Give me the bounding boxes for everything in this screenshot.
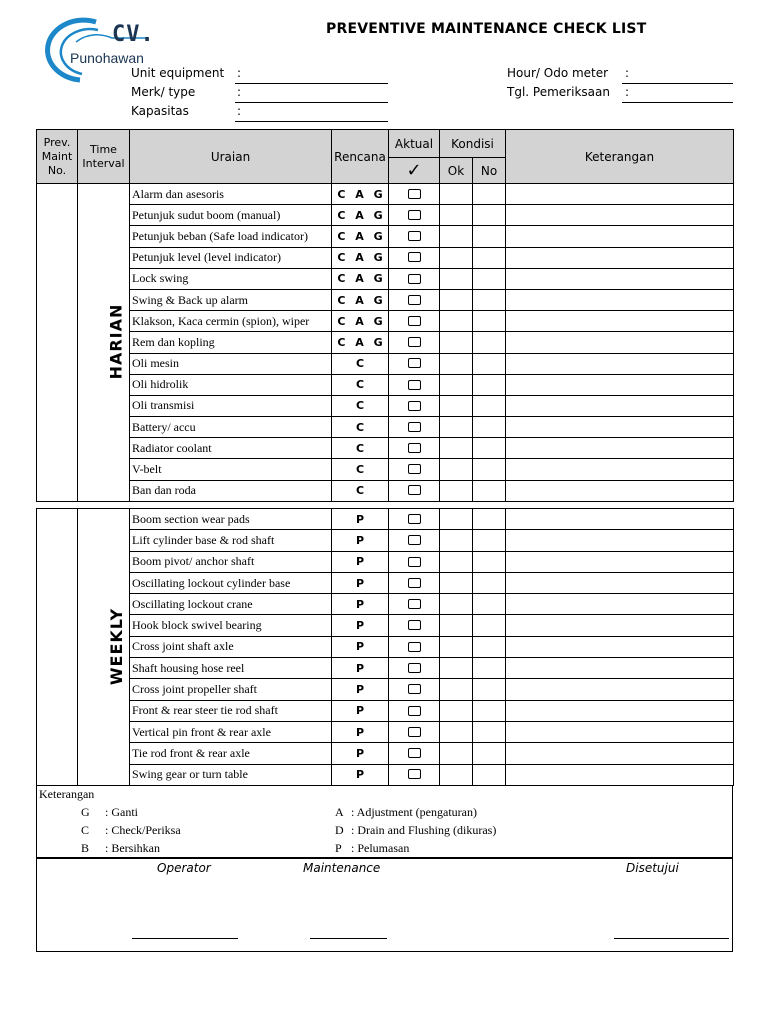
table-row bbox=[37, 205, 734, 226]
rencana-cell: P bbox=[332, 530, 389, 551]
aktual-checkbox[interactable] bbox=[408, 295, 421, 305]
time-interval-header: Time Interval bbox=[78, 130, 130, 184]
no-cell[interactable] bbox=[473, 332, 506, 353]
interval-cell bbox=[78, 184, 130, 502]
rencana-cell: C A G bbox=[332, 226, 389, 247]
keterangan-cell[interactable] bbox=[506, 353, 734, 374]
hour-odo-field[interactable] bbox=[622, 83, 733, 84]
aktual-cell bbox=[389, 205, 440, 226]
kapasitas-field[interactable] bbox=[235, 121, 388, 122]
ok-cell[interactable] bbox=[440, 551, 473, 572]
aktual-checkbox[interactable] bbox=[408, 769, 421, 779]
hour-odo-label: Hour/ Odo meter bbox=[507, 66, 609, 80]
aktual-checkbox[interactable] bbox=[408, 189, 421, 199]
aktual-cell bbox=[389, 679, 440, 700]
rencana-cell: C A G bbox=[332, 311, 389, 332]
ok-cell[interactable] bbox=[440, 311, 473, 332]
keterangan-cell[interactable] bbox=[506, 395, 734, 416]
aktual-checkbox[interactable] bbox=[408, 599, 421, 609]
legend-key-c: C bbox=[81, 823, 90, 837]
keterangan-cell[interactable] bbox=[506, 594, 734, 615]
unit-equipment-field[interactable] bbox=[235, 83, 388, 84]
rencana-cell: P bbox=[332, 700, 389, 721]
aktual-cell bbox=[389, 438, 440, 459]
table-row bbox=[37, 700, 734, 721]
uraian-cell: Oscillating lockout cylinder base bbox=[130, 572, 332, 593]
ok-cell[interactable] bbox=[440, 480, 473, 501]
ok-cell[interactable] bbox=[440, 615, 473, 636]
uraian-cell: Oli mesin bbox=[130, 353, 332, 374]
uraian-cell: Lock swing bbox=[130, 268, 332, 289]
table-row bbox=[37, 509, 734, 530]
aktual-checkbox[interactable] bbox=[408, 642, 421, 652]
aktual-checkbox[interactable] bbox=[408, 535, 421, 545]
no-cell[interactable] bbox=[473, 551, 506, 572]
legend bbox=[36, 785, 733, 858]
rencana-cell: P bbox=[332, 615, 389, 636]
uraian-cell: Boom pivot/ anchor shaft bbox=[130, 551, 332, 572]
aktual-checkbox[interactable] bbox=[408, 380, 421, 390]
no-cell[interactable] bbox=[473, 636, 506, 657]
aktual-checkbox[interactable] bbox=[408, 337, 421, 347]
unit-equipment-colon: : bbox=[237, 66, 242, 80]
aktual-cell bbox=[389, 268, 440, 289]
maintenance-label: Maintenance bbox=[303, 861, 381, 875]
no-cell[interactable] bbox=[473, 417, 506, 438]
keterangan-cell[interactable] bbox=[506, 658, 734, 679]
rencana-cell: C bbox=[332, 459, 389, 480]
no-cell[interactable] bbox=[473, 459, 506, 480]
table-row bbox=[37, 480, 734, 501]
legend-desc-g: : Ganti bbox=[105, 805, 138, 819]
legend-key-d: D bbox=[335, 823, 344, 837]
rencana-cell: C bbox=[332, 353, 389, 374]
unit-equipment-label: Unit equipment bbox=[131, 66, 225, 80]
aktual-header: Aktual bbox=[389, 130, 440, 158]
aktual-cell bbox=[389, 332, 440, 353]
ok-cell[interactable] bbox=[440, 636, 473, 657]
uraian-cell: Klakson, Kaca cermin (spion), wiper bbox=[130, 311, 332, 332]
aktual-checkbox[interactable] bbox=[408, 485, 421, 495]
ok-cell[interactable] bbox=[440, 509, 473, 530]
no-header: No bbox=[473, 158, 506, 184]
weekly-section bbox=[36, 508, 734, 786]
ok-cell[interactable] bbox=[440, 374, 473, 395]
aktual-checkbox[interactable] bbox=[408, 557, 421, 567]
aktual-cell bbox=[389, 594, 440, 615]
logo-company-name: Punohawan bbox=[70, 50, 144, 66]
aktual-checkbox[interactable] bbox=[408, 422, 421, 432]
keterangan-cell[interactable] bbox=[506, 636, 734, 657]
rencana-cell: C bbox=[332, 374, 389, 395]
table-row bbox=[37, 226, 734, 247]
aktual-cell bbox=[389, 551, 440, 572]
uraian-header: Uraian bbox=[130, 130, 332, 184]
uraian-cell: Cross joint shaft axle bbox=[130, 636, 332, 657]
no-cell[interactable] bbox=[473, 721, 506, 742]
legend-key-a: A bbox=[335, 805, 344, 819]
rencana-cell: P bbox=[332, 551, 389, 572]
aktual-checkbox[interactable] bbox=[408, 210, 421, 220]
aktual-cell bbox=[389, 374, 440, 395]
operator-label: Operator bbox=[157, 861, 211, 875]
kapasitas-colon: : bbox=[237, 104, 242, 118]
disetujui-signature-line[interactable] bbox=[614, 938, 729, 939]
no-cell[interactable] bbox=[473, 205, 506, 226]
table-row bbox=[37, 289, 734, 310]
merk-type-label: Merk/ type bbox=[131, 85, 196, 99]
legend-desc-b: : Bersihkan bbox=[105, 841, 160, 855]
ok-cell[interactable] bbox=[440, 395, 473, 416]
aktual-checkbox[interactable] bbox=[408, 663, 421, 673]
keterangan-cell[interactable] bbox=[506, 459, 734, 480]
aktual-cell bbox=[389, 700, 440, 721]
ok-cell[interactable] bbox=[440, 417, 473, 438]
legend-key-p: P bbox=[335, 841, 342, 855]
keterangan-cell[interactable] bbox=[506, 721, 734, 742]
no-cell[interactable] bbox=[473, 658, 506, 679]
legend-desc-d: : Drain and Flushing (dikuras) bbox=[351, 823, 497, 837]
rencana-cell: C bbox=[332, 417, 389, 438]
no-cell[interactable] bbox=[473, 700, 506, 721]
uraian-cell: Boom section wear pads bbox=[130, 509, 332, 530]
checklist-header bbox=[36, 129, 734, 184]
table-row bbox=[37, 374, 734, 395]
aktual-cell bbox=[389, 417, 440, 438]
no-cell[interactable] bbox=[473, 743, 506, 764]
uraian-cell: Petunjuk beban (Safe load indicator) bbox=[130, 226, 332, 247]
uraian-cell: Front & rear steer tie rod shaft bbox=[130, 700, 332, 721]
aktual-cell bbox=[389, 743, 440, 764]
ok-cell[interactable] bbox=[440, 353, 473, 374]
rencana-cell: C A G bbox=[332, 205, 389, 226]
keterangan-cell[interactable] bbox=[506, 764, 734, 785]
rencana-cell: C A G bbox=[332, 247, 389, 268]
table-row bbox=[37, 395, 734, 416]
keterangan-cell[interactable] bbox=[506, 268, 734, 289]
no-cell[interactable] bbox=[473, 615, 506, 636]
rencana-cell: P bbox=[332, 658, 389, 679]
uraian-cell: Battery/ accu bbox=[130, 417, 332, 438]
uraian-cell: Swing & Back up alarm bbox=[130, 289, 332, 310]
keterangan-cell[interactable] bbox=[506, 438, 734, 459]
aktual-checkbox[interactable] bbox=[408, 684, 421, 694]
ok-cell[interactable] bbox=[440, 572, 473, 593]
keterangan-cell[interactable] bbox=[506, 480, 734, 501]
uraian-cell: Ban dan roda bbox=[130, 480, 332, 501]
legend-key-g: G bbox=[81, 805, 90, 819]
no-cell[interactable] bbox=[473, 395, 506, 416]
rencana-cell: P bbox=[332, 764, 389, 785]
keterangan-cell[interactable] bbox=[506, 615, 734, 636]
hour-odo-colon: : bbox=[625, 66, 630, 80]
tgl-pemeriksaan-label: Tgl. Pemeriksaan bbox=[507, 85, 610, 99]
keterangan-cell[interactable] bbox=[506, 289, 734, 310]
uraian-cell: Oli hidrolik bbox=[130, 374, 332, 395]
uraian-cell: Alarm dan asesoris bbox=[130, 184, 332, 205]
table-row bbox=[37, 459, 734, 480]
aktual-cell bbox=[389, 764, 440, 785]
table-row bbox=[37, 743, 734, 764]
no-cell[interactable] bbox=[473, 679, 506, 700]
table-row bbox=[37, 438, 734, 459]
uraian-cell: Rem dan kopling bbox=[130, 332, 332, 353]
keterangan-cell[interactable] bbox=[506, 205, 734, 226]
rencana-cell: C A G bbox=[332, 184, 389, 205]
ok-cell[interactable] bbox=[440, 332, 473, 353]
aktual-checkbox[interactable] bbox=[408, 578, 421, 588]
page-title: PREVENTIVE MAINTENANCE CHECK LIST bbox=[326, 21, 647, 37]
aktual-checkbox[interactable] bbox=[408, 358, 421, 368]
rencana-cell: P bbox=[332, 572, 389, 593]
aktual-checkbox[interactable] bbox=[408, 514, 421, 524]
uraian-cell: Petunjuk level (level indicator) bbox=[130, 247, 332, 268]
aktual-checkbox[interactable] bbox=[408, 706, 421, 716]
rencana-cell: P bbox=[332, 679, 389, 700]
table-row bbox=[37, 311, 734, 332]
no-cell[interactable] bbox=[473, 184, 506, 205]
no-cell[interactable] bbox=[473, 353, 506, 374]
ok-cell[interactable] bbox=[440, 205, 473, 226]
aktual-cell bbox=[389, 509, 440, 530]
aktual-cell bbox=[389, 289, 440, 310]
ok-cell[interactable] bbox=[440, 289, 473, 310]
aktual-cell bbox=[389, 311, 440, 332]
no-cell[interactable] bbox=[473, 530, 506, 551]
table-row bbox=[37, 247, 734, 268]
no-cell[interactable] bbox=[473, 509, 506, 530]
aktual-checkbox[interactable] bbox=[408, 727, 421, 737]
ok-cell[interactable] bbox=[440, 184, 473, 205]
ok-cell[interactable] bbox=[440, 226, 473, 247]
uraian-cell: Radiator coolant bbox=[130, 438, 332, 459]
table-row bbox=[37, 594, 734, 615]
no-cell[interactable] bbox=[473, 226, 506, 247]
rencana-cell: P bbox=[332, 743, 389, 764]
rencana-cell: C A G bbox=[332, 289, 389, 310]
uraian-cell: Oli transmisi bbox=[130, 395, 332, 416]
table-row bbox=[37, 721, 734, 742]
table-row bbox=[37, 636, 734, 657]
uraian-cell: Petunjuk sudut boom (manual) bbox=[130, 205, 332, 226]
table-row bbox=[37, 658, 734, 679]
aktual-checkbox[interactable] bbox=[408, 443, 421, 453]
aktual-cell bbox=[389, 459, 440, 480]
uraian-cell: Shaft housing hose reel bbox=[130, 658, 332, 679]
aktual-cell bbox=[389, 395, 440, 416]
table-row bbox=[37, 572, 734, 593]
tgl-pemeriksaan-field[interactable] bbox=[622, 102, 733, 103]
table-row bbox=[37, 530, 734, 551]
uraian-cell: Tie rod front & rear axle bbox=[130, 743, 332, 764]
merk-type-field[interactable] bbox=[235, 102, 388, 103]
table-row bbox=[37, 184, 734, 205]
uraian-cell: Cross joint propeller shaft bbox=[130, 679, 332, 700]
keterangan-cell[interactable] bbox=[506, 700, 734, 721]
no-cell[interactable] bbox=[473, 764, 506, 785]
aktual-cell bbox=[389, 184, 440, 205]
kondisi-header: Kondisi bbox=[440, 130, 506, 158]
prev-maint-cell[interactable] bbox=[37, 184, 78, 502]
aktual-cell bbox=[389, 247, 440, 268]
uraian-cell: Vertical pin front & rear axle bbox=[130, 721, 332, 742]
keterangan-cell[interactable] bbox=[506, 184, 734, 205]
keterangan-cell[interactable] bbox=[506, 679, 734, 700]
legend-desc-c: : Check/Periksa bbox=[105, 823, 181, 837]
no-cell[interactable] bbox=[473, 480, 506, 501]
aktual-cell bbox=[389, 226, 440, 247]
no-cell[interactable] bbox=[473, 289, 506, 310]
no-cell[interactable] bbox=[473, 594, 506, 615]
signature-block bbox=[36, 858, 733, 952]
interval-cell bbox=[78, 509, 130, 786]
aktual-checkbox[interactable] bbox=[408, 231, 421, 241]
keterangan-cell[interactable] bbox=[506, 311, 734, 332]
no-cell[interactable] bbox=[473, 311, 506, 332]
aktual-cell bbox=[389, 636, 440, 657]
uraian-cell: Oscillating lockout crane bbox=[130, 594, 332, 615]
table-row bbox=[37, 353, 734, 374]
aktual-checkbox[interactable] bbox=[408, 464, 421, 474]
rencana-cell: P bbox=[332, 509, 389, 530]
interval-label: WEEKLY bbox=[107, 607, 127, 686]
table-row bbox=[37, 417, 734, 438]
ok-cell[interactable] bbox=[440, 438, 473, 459]
table-row bbox=[37, 551, 734, 572]
aktual-cell bbox=[389, 480, 440, 501]
logo-cv-text: CV. bbox=[112, 22, 155, 47]
keterangan-header: Keterangan bbox=[506, 130, 734, 184]
disetujui-label: Disetujui bbox=[626, 861, 679, 875]
interval-label: HARIAN bbox=[106, 303, 126, 380]
keterangan-cell[interactable] bbox=[506, 572, 734, 593]
table-row bbox=[37, 268, 734, 289]
keterangan-cell[interactable] bbox=[506, 551, 734, 572]
ok-cell[interactable] bbox=[440, 268, 473, 289]
legend-desc-a: : Adjustment (pengaturan) bbox=[351, 805, 477, 819]
maintenance-signature-line[interactable] bbox=[310, 938, 387, 939]
ok-cell[interactable] bbox=[440, 679, 473, 700]
aktual-checkbox[interactable] bbox=[408, 620, 421, 630]
rencana-cell: C A G bbox=[332, 332, 389, 353]
prev-maint-cell[interactable] bbox=[37, 509, 78, 786]
keterangan-cell[interactable] bbox=[506, 332, 734, 353]
keterangan-cell[interactable] bbox=[506, 226, 734, 247]
harian-section bbox=[36, 183, 734, 502]
rencana-cell: C bbox=[332, 480, 389, 501]
legend-key-b: B bbox=[81, 841, 90, 855]
operator-signature-line[interactable] bbox=[132, 938, 238, 939]
aktual-cell bbox=[389, 530, 440, 551]
uraian-cell: V-belt bbox=[130, 459, 332, 480]
legend-desc-p: : Pelumasan bbox=[351, 841, 410, 855]
ok-cell[interactable] bbox=[440, 764, 473, 785]
no-cell[interactable] bbox=[473, 247, 506, 268]
ok-cell[interactable] bbox=[440, 594, 473, 615]
rencana-cell: C A G bbox=[332, 268, 389, 289]
no-cell[interactable] bbox=[473, 438, 506, 459]
ok-cell[interactable] bbox=[440, 459, 473, 480]
ok-cell[interactable] bbox=[440, 247, 473, 268]
rencana-cell: C bbox=[332, 395, 389, 416]
aktual-checkbox[interactable] bbox=[408, 401, 421, 411]
no-cell[interactable] bbox=[473, 268, 506, 289]
keterangan-cell[interactable] bbox=[506, 509, 734, 530]
no-cell[interactable] bbox=[473, 572, 506, 593]
keterangan-cell[interactable] bbox=[506, 743, 734, 764]
aktual-cell bbox=[389, 721, 440, 742]
aktual-checkbox[interactable] bbox=[408, 252, 421, 262]
keterangan-cell[interactable] bbox=[506, 530, 734, 551]
ok-header: Ok bbox=[440, 158, 473, 184]
table-row bbox=[37, 764, 734, 785]
aktual-cell bbox=[389, 353, 440, 374]
table-row bbox=[37, 332, 734, 353]
ok-cell[interactable] bbox=[440, 530, 473, 551]
aktual-cell bbox=[389, 572, 440, 593]
uraian-cell: Hook block swivel bearing bbox=[130, 615, 332, 636]
aktual-checkbox[interactable] bbox=[408, 274, 421, 284]
ok-cell[interactable] bbox=[440, 721, 473, 742]
legend-title: Keterangan bbox=[39, 787, 95, 801]
rencana-header: Rencana bbox=[332, 130, 389, 184]
rencana-cell: P bbox=[332, 594, 389, 615]
aktual-cell bbox=[389, 615, 440, 636]
rencana-cell: C bbox=[332, 438, 389, 459]
keterangan-cell[interactable] bbox=[506, 247, 734, 268]
ok-cell[interactable] bbox=[440, 658, 473, 679]
aktual-cell bbox=[389, 658, 440, 679]
table-row bbox=[37, 615, 734, 636]
uraian-cell: Lift cylinder base & rod shaft bbox=[130, 530, 332, 551]
keterangan-cell[interactable] bbox=[506, 417, 734, 438]
rencana-cell: P bbox=[332, 636, 389, 657]
tgl-pemeriksaan-colon: : bbox=[625, 85, 630, 99]
table-row bbox=[37, 679, 734, 700]
uraian-cell: Swing gear or turn table bbox=[130, 764, 332, 785]
keterangan-cell[interactable] bbox=[506, 374, 734, 395]
aktual-checkbox[interactable] bbox=[408, 316, 421, 326]
ok-cell[interactable] bbox=[440, 743, 473, 764]
kapasitas-label: Kapasitas bbox=[131, 104, 189, 118]
prev-maint-header: Prev. Maint No. bbox=[37, 130, 78, 184]
checkmark-icon: ✓ bbox=[389, 158, 440, 184]
rencana-cell: P bbox=[332, 721, 389, 742]
ok-cell[interactable] bbox=[440, 700, 473, 721]
no-cell[interactable] bbox=[473, 374, 506, 395]
aktual-checkbox[interactable] bbox=[408, 748, 421, 758]
merk-type-colon: : bbox=[237, 85, 242, 99]
